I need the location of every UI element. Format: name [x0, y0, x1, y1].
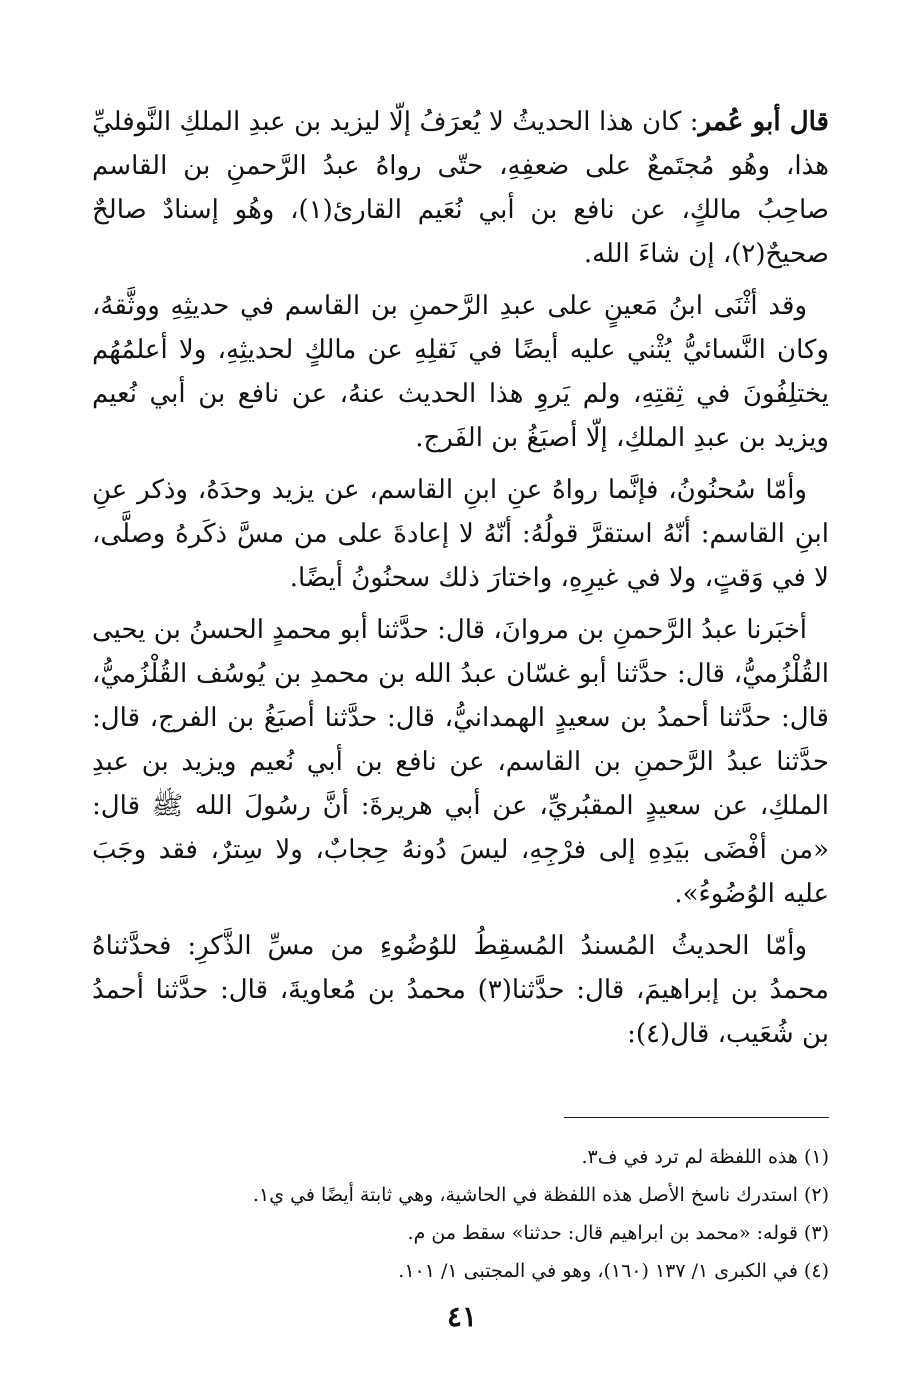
footnote-divider: [564, 1117, 829, 1118]
footnote-1: (١) هذه اللفظة لم ترد في ف٣.: [581, 1146, 829, 1168]
paragraph-5: وأمّا الحديثُ المُسندُ المُسقِطُ للوُضُوءِ من مسِّ الذَّكرِ: فحدَّثناهُ محمدُ بن إبراهيمَ، قال: حدَّثنا(٣) محمدُ بن مُعاويةَ، قال: حدَّثنا أحمدُ بن شُعَيب، قال(٤):: [92, 931, 829, 1049]
main-text: [92, 100, 829, 1064]
footnote-4: (٤) في الكبرى ١/ ١٣٧ (١٦٠)، وهو في المجتبى ١/ ١٠١.: [398, 1260, 829, 1282]
paragraph-1: [92, 100, 829, 276]
paragraph-text: : كان هذا الحديثُ لا يُعرَفُ إلّا ليزيد بن عبدِ الملكِ النَّوفليِّ هذا، وهُو مُجتَمعٌ على ضعفِهِ، حتّى رواهُ عبدُ الرَّحمنِ بن القاسم صاحِبُ مالكٍ، عن نافع بن أبي نُعَيم القارئ(١)، وهُو إسنادٌ صالحٌ صحيحٌ(٢)، إن شاءَ الله.: [92, 107, 829, 269]
page-number: ٤١: [446, 1300, 478, 1333]
footnotes: [92, 1138, 829, 1290]
paragraph-3: وأمّا سُحنُونُ، فإنَّما رواهُ عنِ ابنِ القاسم، عن يزيد وحدَهُ، وذكر عنِ ابنِ القاسم: أنّهُ استقرَّ قولُهُ: أنّهُ لا إعادةَ على من مسَّ ذكَرهُ وصلَّى، لا في وَقتٍ، ولا في غيرِهِ، واختارَ ذلك سحنُونُ أيضًا.: [92, 475, 829, 593]
paragraph-2: وقد أثْنَى ابنُ مَعينٍ على عبدِ الرَّحمنِ بن القاسم في حديثِهِ ووثَّقهُ، وكان النَّسائيُّ يُثْني عليه أيضًا في نَقلِهِ عن مالكٍ لحديثِهِ، ولا أعلمُهُم يختلِفُونَ في ثِقتِهِ، ولم يَروِ هذا الحديث عنهُ، عن نافع بن أبي نُعيم ويزيد بن عبدِ الملكِ، إلّا أصبَغُ بن الفَرج.: [92, 291, 829, 453]
footnote-3: (٣) قوله: «محمد بن ابراهيم قال: حدثنا» سقط من م.: [407, 1222, 829, 1244]
paragraph-lead: قال أبو عُمر: [698, 107, 829, 137]
paragraph-4: أخبَرنا عبدُ الرَّحمنِ بن مروانَ، قال: حدَّثنا أبو محمدٍ الحسنُ بن يحيى القُلْزُميُّ، قال: حدَّثنا أبو غسّان عبدُ الله بن محمدِ بن يُوسُف القُلْزُميُّ، قال: حدَّثنا أحمدُ بن سعيدٍ الهمدانيُّ، قال: حدَّثنا أصبَغُ بن الفرج، قال: حدَّثنا عبدُ الرَّحمنِ بن القاسم، عن نافع بن أبي نُعيم ويزيد بن عبدِ الملكِ، عن سعيدٍ المقبُريِّ، عن أبي هريرةَ: أنَّ رسُولَ الله ﷺ قال: «من أفْضَى بيَدِهِ إلى فرْجِهِ، ليسَ دُونهُ حِجابٌ، ولا سِترٌ، فقد وجَبَ عليه الوُضُوءُ».: [92, 615, 829, 909]
footnote-2: (٢) استدرك ناسخ الأصل هذه اللفظة في الحاشية، وهي ثابتة أيضًا في ي١.: [252, 1184, 829, 1206]
